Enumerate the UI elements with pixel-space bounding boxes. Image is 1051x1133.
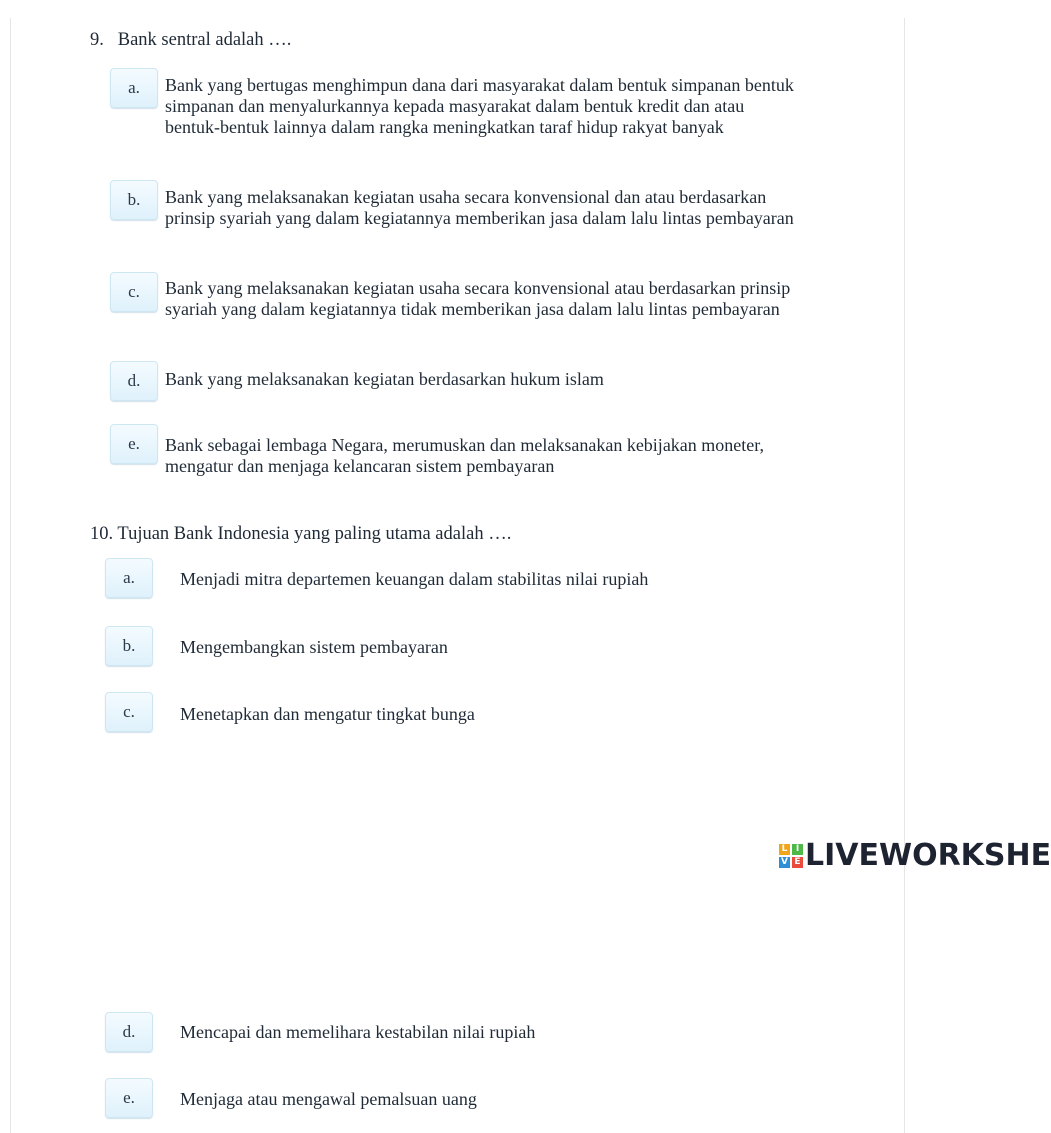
q9-option-d-line-1: Bank yang melaksanakan kegiatan berdasarkan hukum islam (165, 369, 604, 389)
q9-option-a-text (165, 75, 794, 138)
q9-option-b-button[interactable]: b. (110, 180, 158, 220)
logo-letter-l: L (779, 844, 790, 855)
q9-option-c-line-1: Bank yang melaksanakan kegiatan usaha secara konvensional atau berdasarkan prinsip (165, 278, 791, 298)
logo-letter-e: E (792, 857, 803, 868)
question-9-title: 9. Bank sentral adalah …. (90, 30, 292, 50)
question-10-title: 10. Tujuan Bank Indonesia yang paling utama adalah …. (90, 524, 512, 544)
q10-option-a-text: Menjadi mitra departemen keuangan dalam stabilitas nilai rupiah (180, 569, 649, 589)
q9-option-e-line-2: mengatur dan menjaga kelancaran sistem pembayaran (165, 456, 555, 476)
q9-option-a-button[interactable]: a. (110, 68, 158, 108)
page-border-right (904, 18, 905, 1133)
q9-option-c-button[interactable]: c. (110, 272, 158, 312)
q9-option-d-text (165, 369, 604, 390)
q10-option-c-button[interactable]: c. (105, 692, 153, 732)
liveworksheets-logo-text: LIVEWORKSHE (805, 838, 1051, 873)
q9-option-a-line-2: simpanan dan menyalurkannya kepada masyarakat dalam bentuk kredit dan atau (165, 96, 745, 116)
q9-option-e-line-1: Bank sebagai lembaga Negara, merumuskan dan melaksanakan kebijakan moneter, (165, 435, 765, 455)
q10-option-d-text: Mencapai dan memelihara kestabilan nilai rupiah (180, 1022, 536, 1042)
q9-option-e-button[interactable]: e. (110, 424, 158, 464)
q10-option-a-button[interactable]: a. (105, 558, 153, 598)
q10-option-e-button[interactable]: e. (105, 1078, 153, 1118)
q10-option-e-text: Menjaga atau mengawal pemalsuan uang (180, 1089, 477, 1109)
q9-option-d-button[interactable]: d. (110, 361, 158, 401)
q9-option-a-line-3: bentuk-bentuk lainnya dalam rangka meningkatkan taraf hidup rakyat banyak (165, 117, 724, 137)
q9-option-e-text (165, 435, 764, 477)
liveworksheets-logo-icon (779, 844, 803, 868)
q9-option-c-line-2: syariah yang dalam kegiatannya tidak memberikan jasa dalam lalu lintas pembayaran (165, 299, 780, 319)
logo-letter-v: V (779, 857, 790, 868)
q9-option-b-text (165, 187, 794, 229)
q10-option-b-button[interactable]: b. (105, 626, 153, 666)
logo-letter-i: I (792, 844, 803, 855)
q10-option-d-button[interactable]: d. (105, 1012, 153, 1052)
q10-option-b-text: Mengembangkan sistem pembayaran (180, 637, 448, 657)
liveworksheets-logo (779, 838, 1051, 873)
q9-option-b-line-2: prinsip syariah yang dalam kegiatannya memberikan jasa dalam lalu lintas pembayaran (165, 208, 794, 228)
q9-option-c-text (165, 278, 790, 320)
page-border-left (10, 18, 11, 1133)
q10-option-c-text: Menetapkan dan mengatur tingkat bunga (180, 704, 475, 724)
q9-option-b-line-1: Bank yang melaksanakan kegiatan usaha secara konvensional dan atau berdasarkan (165, 187, 767, 207)
q9-option-a-line-1: Bank yang bertugas menghimpun dana dari masyarakat dalam bentuk simpanan bentuk (165, 75, 794, 95)
